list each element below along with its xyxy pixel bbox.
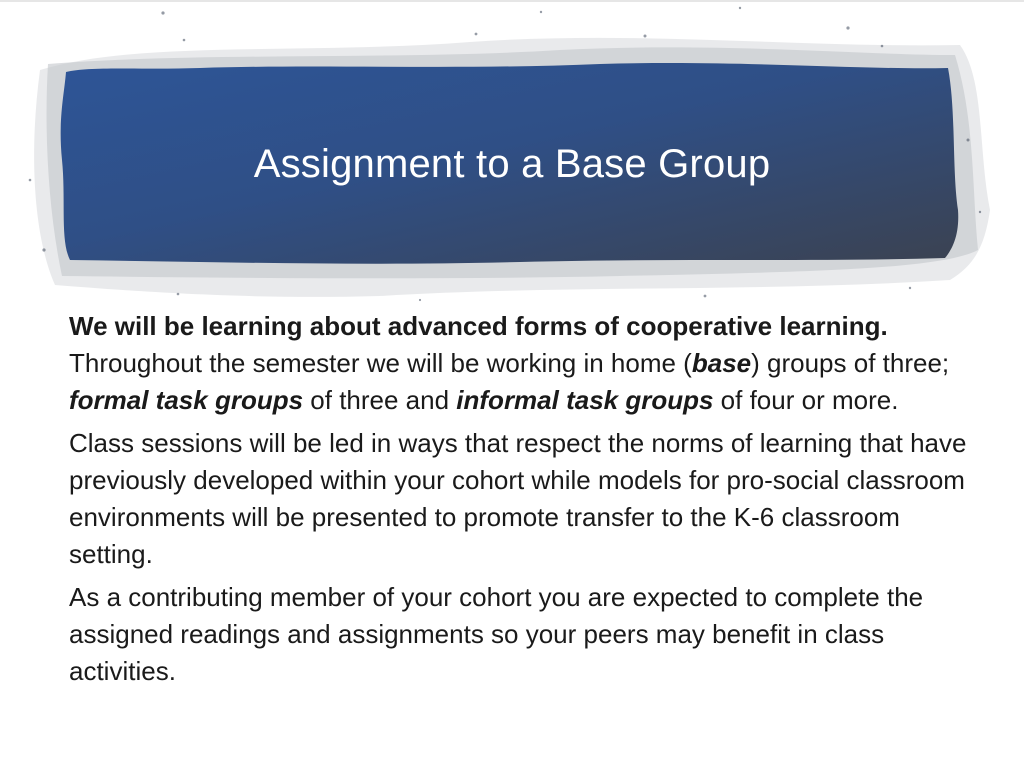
term-formal-task-groups: formal task groups	[69, 385, 304, 415]
slide-title: Assignment to a Base Group	[253, 142, 771, 186]
slide-body	[69, 308, 979, 696]
paragraph-1-text-2: ) groups of three;	[751, 348, 950, 378]
paragraph-1-text-4: of four or more.	[713, 385, 899, 415]
term-base: base	[691, 348, 752, 378]
paragraph-1-text-1: Throughout the semester we will be working in home (	[69, 348, 692, 378]
lead-sentence: We will be learning about advanced forms of cooperative learning.	[69, 311, 888, 341]
term-informal-task-groups: informal task groups	[456, 385, 714, 415]
paragraph-3: As a contributing member of your cohort you are expected to complete the assigned readings and assignments so your peers may benefit in class activities.	[69, 582, 924, 686]
paragraph-1	[69, 308, 979, 419]
paragraph-1-text-3: of three and	[303, 385, 457, 415]
paragraph-2: Class sessions will be led in ways that respect the norms of learning that have previously developed within your cohort while models for pro-social classroom environments will be presented to promote transfer to the K-6 classroom setting.	[69, 428, 967, 569]
